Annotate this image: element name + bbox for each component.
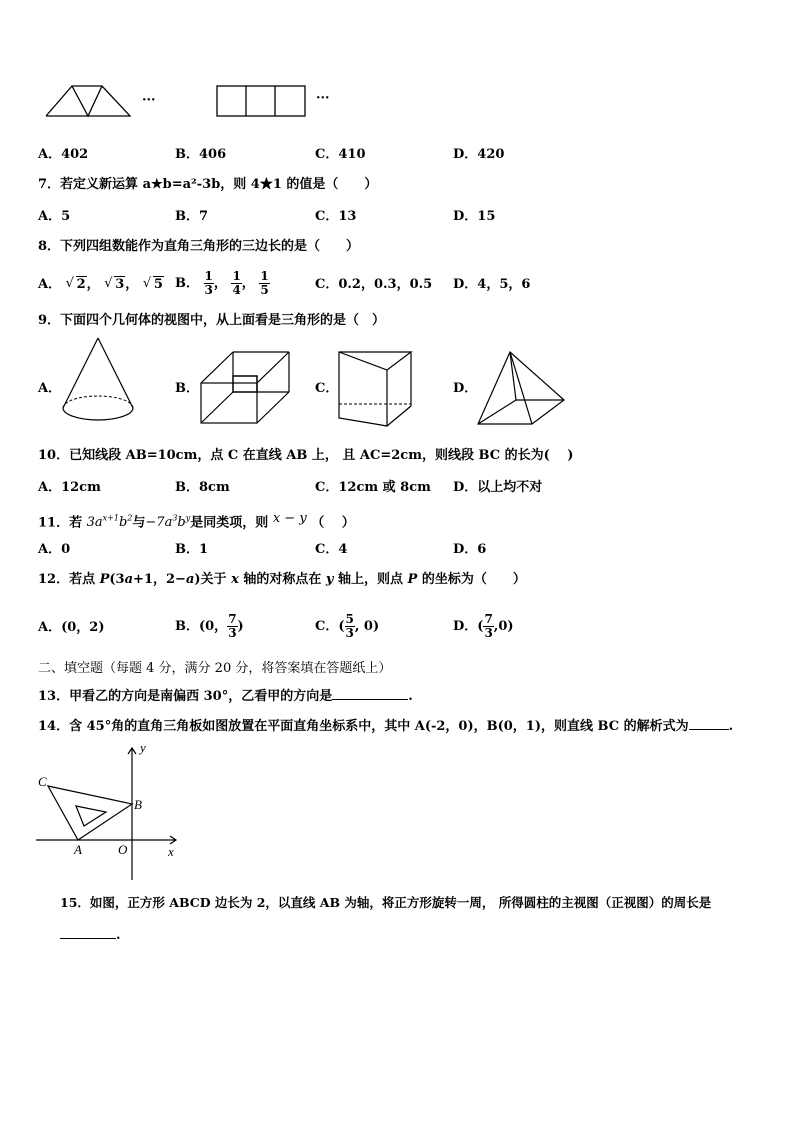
- q9-option-b-label: B．: [175, 381, 199, 396]
- q8-option-a-prefix: A．: [38, 277, 62, 292]
- q11-term2: $-7a^3b^y$: [145, 514, 191, 531]
- q11-option-b: B．1: [175, 542, 209, 557]
- q8-option-b-prefix: B．: [175, 276, 199, 291]
- q14-stem: 14．含 45°角的直角三角板如图放置在平面直角坐标系中，其中 A(-2，0)，B(0，1)，则直线 BC 的解析式为 .: [38, 719, 734, 734]
- x-axis-label: x: [168, 844, 174, 859]
- q12-option-c: C．( $\frac{5}{3}$ , 0): [315, 612, 380, 640]
- q10-option-a: A．12cm: [38, 480, 101, 495]
- q7-option-c: C．13: [315, 209, 357, 224]
- q6-option-b: B．406: [175, 147, 227, 162]
- fraction-one-fifth: $\frac{1}{5}$: [260, 269, 269, 297]
- point-c-label: C: [38, 774, 47, 789]
- q6-option-a: A．402: [38, 147, 89, 162]
- q15-answer-blank: [60, 938, 116, 939]
- q13-answer-blank: [332, 699, 408, 700]
- square-pattern-ellipsis: ···: [316, 91, 330, 106]
- q12-option-b: B．(0， $\frac{7}{3}$ ): [175, 612, 244, 640]
- section-title-fill-blank: 二、填空题（每题 4 分，满分 20 分，将答案填在答题纸上）: [38, 661, 392, 676]
- q6-option-c: C．410: [315, 147, 366, 162]
- sqrt-3: √ 3: [104, 277, 125, 293]
- fraction-seven-thirds-d: $\frac{7}{3}$: [484, 612, 493, 640]
- q6-option-d: D．420: [453, 147, 505, 162]
- q15-answer-line: .: [60, 928, 121, 944]
- q11-term1: $3a^{x+1}b^2$: [86, 514, 133, 531]
- sqrt-2: √ 2: [66, 277, 87, 293]
- q9-option-a-label: A．: [38, 381, 62, 396]
- origin-label: O: [118, 842, 128, 857]
- q8-option-c: C．0.2，0.3，0.5: [315, 277, 433, 292]
- q9-option-c-label: C．: [315, 381, 339, 396]
- coordinate-triangle-figure: [36, 742, 186, 882]
- q10-stem: 10．已知线段 AB=10cm，点 C 在直线 AB 上， 且 AC=2cm，则线段 BC 的长为( ): [38, 448, 574, 463]
- fraction-five-thirds: $\frac{5}{3}$: [345, 612, 354, 640]
- point-b-label: B: [134, 797, 142, 812]
- q7-stem: 7．若定义新运算 a★b=a²-3b，则 4★1 的值是（ ）: [38, 177, 378, 192]
- sqrt-5: √ 5: [143, 277, 164, 293]
- q11-option-c: C．4: [315, 542, 348, 557]
- q9-option-d-label: D．: [453, 381, 478, 396]
- q14-answer-blank: [689, 729, 729, 730]
- q12-option-a: A．(0，2): [38, 620, 105, 635]
- cone-figure: [60, 336, 136, 442]
- q11-option-a: A．0: [38, 542, 71, 557]
- triangle-pattern-figure: [44, 84, 134, 118]
- q11-stem: 11．若 $3a^{x+1}b^2$与$-7a^3b^y$是同类项，则 x − y （ ）: [38, 511, 355, 531]
- q10-option-c: C．12cm 或 8cm: [315, 480, 431, 495]
- y-axis-label: y: [140, 740, 146, 755]
- q9-stem: 9．下面四个几何体的视图中，从上面看是三角形的是（ ）: [38, 313, 386, 328]
- q12-option-d: D．( $\frac{7}{3}$ ,0): [453, 612, 514, 640]
- hollow-cuboid-figure: [199, 350, 291, 426]
- q7-option-a: A．5: [38, 209, 71, 224]
- q13-stem: 13．甲看乙的方向是南偏西 30°，乙看甲的方向是 .: [38, 689, 413, 704]
- square-pattern-figure: [216, 85, 308, 118]
- q8-stem: 8．下列四组数能作为直角三角形的三边长的是（ ）: [38, 239, 360, 254]
- fraction-seven-thirds: $\frac{7}{3}$: [228, 612, 237, 640]
- fraction-one-fourth: $\frac{1}{4}$: [232, 269, 241, 297]
- triangle-pattern-ellipsis: ···: [142, 93, 156, 108]
- q8-option-d: D．4，5，6: [453, 277, 531, 292]
- q10-option-b: B．8cm: [175, 480, 230, 495]
- q7-option-d: D．15: [453, 209, 496, 224]
- pyramid-figure: [476, 350, 568, 426]
- fraction-one-third: $\frac{1}{3}$: [204, 269, 213, 297]
- q11-option-d: D．6: [453, 542, 487, 557]
- point-a-label: A: [74, 842, 82, 857]
- q8-option-a: A． √ 2， √ 3， √ 5: [38, 277, 164, 293]
- q7-option-b: B．7: [175, 209, 209, 224]
- q11-expression: x − y: [272, 511, 307, 527]
- q10-option-d: D．以上均不对: [453, 480, 543, 495]
- q12-stem: 12．若点 P(3a+1，2−a)关于 x 轴的对称点在 y 轴上，则点 P 的坐标为（ ）: [38, 572, 526, 587]
- q15-stem: 15．如图，正方形 ABCD 边长为 2，以直线 AB 为轴，将正方形旋转一周， 所得圆柱的主视图（正视图）的周长是: [60, 895, 712, 910]
- triangular-prism-figure: [337, 350, 415, 428]
- q8-option-b: B． $\frac{1}{3}$ ， $\frac{1}{4}$ ， $\frac{1}{5}$: [175, 269, 269, 297]
